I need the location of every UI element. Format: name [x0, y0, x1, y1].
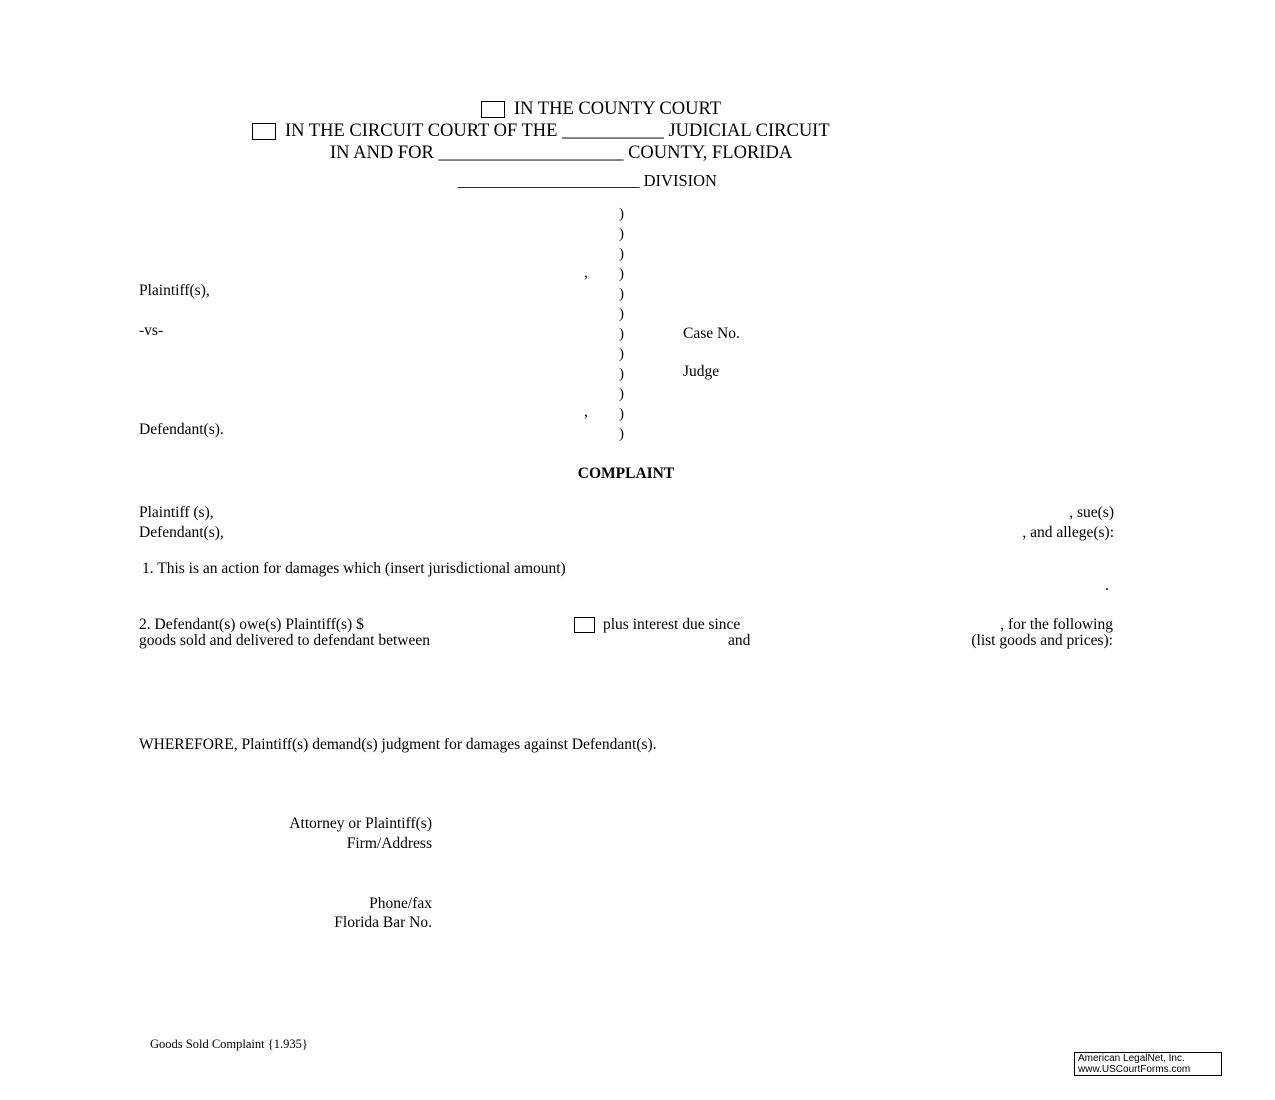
- list-goods-text: (list goods and prices):: [971, 632, 1113, 649]
- signature-bar-no: Florida Bar No.: [334, 914, 432, 931]
- paren: ): [619, 306, 624, 322]
- county-heading: IN AND FOR ____________________ COUNTY, FLORIDA: [330, 143, 793, 163]
- sues-text: , sue(s): [1069, 504, 1114, 521]
- judge-label: Judge: [683, 363, 720, 380]
- paragraph-1: 1. This is an action for damages which (insert jurisdictional amount): [142, 560, 566, 577]
- wherefore-clause: WHEREFORE, Plaintiff(s) demand(s) judgment for damages against Defendant(s).: [139, 736, 657, 753]
- alleges-text: , and allege(s):: [1022, 524, 1114, 541]
- county-court-checkbox[interactable]: [481, 101, 505, 118]
- signature-phone: Phone/fax: [369, 895, 432, 912]
- case-no-label: Case No.: [683, 325, 740, 342]
- plaintiff-line: Plaintiff (s),: [139, 504, 214, 521]
- paren: ): [619, 266, 624, 282]
- paren: ): [619, 286, 624, 302]
- paren: ): [619, 386, 624, 402]
- paren: ): [619, 206, 624, 222]
- interest-label: plus interest due since: [603, 616, 741, 633]
- paragraph-2-and: and: [728, 632, 751, 649]
- form-name-footer: Goods Sold Complaint {1.935}: [150, 1037, 308, 1051]
- signature-attorney: Attorney or Plaintiff(s): [289, 815, 432, 832]
- publisher-badge: [1074, 1052, 1222, 1076]
- paren: ): [619, 426, 624, 442]
- paragraph-2-amount: 2. Defendant(s) owe(s) Plaintiff(s) $: [139, 616, 364, 633]
- paren: ): [619, 326, 624, 342]
- paren: ): [619, 346, 624, 362]
- plaintiff-comma: ,: [584, 264, 588, 281]
- badge-company: American LegalNet, Inc.: [1078, 1053, 1185, 1064]
- circuit-court-heading: IN THE CIRCUIT COURT OF THE ___________ JUDICIAL CIRCUIT: [285, 121, 830, 141]
- defendant-line: Defendant(s),: [139, 524, 224, 541]
- signature-firm: Firm/Address: [346, 835, 432, 852]
- interest-checkbox[interactable]: [574, 617, 595, 633]
- circuit-court-checkbox[interactable]: [252, 123, 276, 140]
- paren: ): [619, 226, 624, 242]
- county-court-heading: IN THE COUNTY COURT: [514, 99, 722, 119]
- plaintiff-label: Plaintiff(s),: [139, 282, 210, 299]
- paren: ): [619, 406, 624, 422]
- vs-label: -vs-: [139, 322, 164, 339]
- complaint-title: COMPLAINT: [577, 465, 675, 482]
- paragraph-1-end: .: [1105, 577, 1109, 594]
- defendant-comma: ,: [584, 403, 588, 420]
- paragraph-2-goods: goods sold and delivered to defendant between: [139, 632, 430, 649]
- defendant-label: Defendant(s).: [139, 421, 224, 438]
- badge-url: www.USCourtForms.com: [1078, 1063, 1191, 1075]
- paren: ): [619, 366, 624, 382]
- following-text: , for the following: [1000, 616, 1113, 633]
- division-heading: ______________________ DIVISION: [458, 171, 717, 190]
- paren: ): [619, 246, 624, 262]
